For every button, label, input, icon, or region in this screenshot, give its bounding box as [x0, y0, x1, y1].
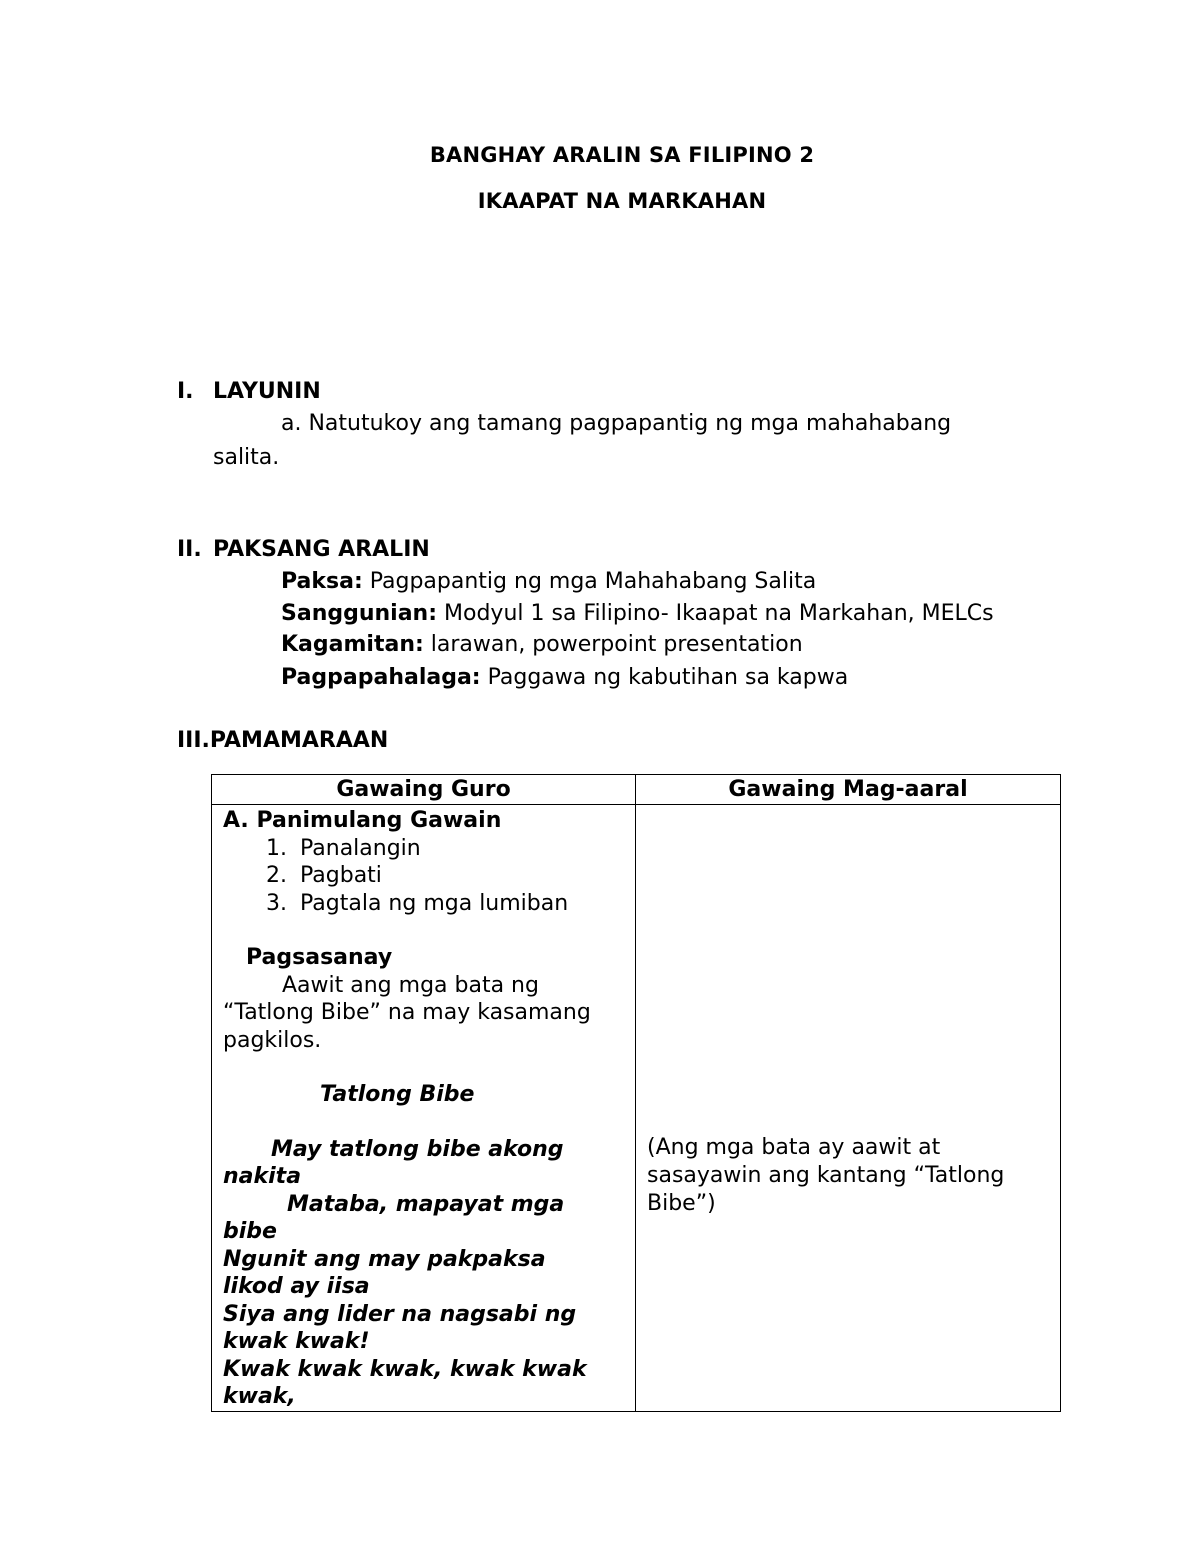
paksa-row: [281, 569, 816, 594]
song-line: May tatlong bibe akong: [271, 1136, 564, 1162]
section-number: II.: [177, 537, 202, 562]
student-response-line1: (Ang mga bata ay aawit at: [647, 1135, 941, 1160]
song-line: Ngunit ang may pakpaksa: [223, 1246, 546, 1272]
panimulang-gawain-heading: A. Panimulang Gawain: [223, 808, 502, 833]
sanggunian-label: Sanggunian:: [281, 601, 438, 626]
song-line: bibe: [223, 1219, 277, 1244]
panimulang-steps-list: [223, 835, 625, 918]
teacher-cell: [212, 805, 636, 1412]
section-title: PAKSANG ARALIN: [213, 537, 430, 562]
pamamaraan-table: [211, 774, 1061, 1412]
section-pamamaraan-heading: III.PAMAMARAAN: [177, 728, 389, 753]
document-subtitle: IKAAPAT NA MARKAHAN: [477, 189, 767, 213]
table-row: [212, 805, 1061, 1412]
song-line: likod ay iisa: [223, 1274, 370, 1299]
song-line: kwak,: [223, 1384, 296, 1409]
paksa-label: Paksa:: [281, 569, 363, 594]
pagpapahalaga-label: Pagpapahalaga:: [281, 665, 481, 690]
pagsasanay-heading: Pagsasanay: [246, 945, 393, 970]
song-title: Tatlong Bibe: [320, 1082, 475, 1107]
kagamitan-value: larawan, powerpoint presentation: [423, 632, 803, 657]
table-header-row: [212, 775, 1061, 805]
list-item: 3. Pagtala ng mga lumiban: [294, 890, 625, 918]
song-line: nakita: [223, 1164, 302, 1189]
sanggunian-row: [281, 601, 994, 626]
layunin-item-line2: salita.: [213, 445, 280, 470]
pagsasanay-text-line3: pagkilos.: [223, 1027, 322, 1053]
song-line: kwak kwak!: [223, 1329, 370, 1354]
section-paksang-aralin-heading: [177, 537, 430, 562]
kagamitan-label: Kagamitan:: [281, 632, 424, 657]
student-response-line2: sasayawin ang kantang “Tatlong: [647, 1163, 1005, 1188]
pagsasanay-text-line2: “Tatlong Bibe” na may kasamang: [223, 1000, 591, 1025]
list-item: 1. Panalangin: [294, 835, 625, 863]
section-title: LAYUNIN: [213, 379, 321, 404]
sanggunian-value: Modyul 1 sa Filipino- Ikaapat na Markahan, MELCs: [437, 601, 994, 626]
student-response-line3: Bibe”): [647, 1191, 716, 1216]
pagsasanay-text-line1: Aawit ang mga bata ng: [282, 972, 539, 998]
song-line: Mataba, mapayat mga: [287, 1191, 565, 1217]
section-layunin-heading: [177, 379, 321, 404]
student-response: [647, 1134, 1050, 1218]
student-cell: [636, 805, 1061, 1412]
song-line: Kwak kwak kwak, kwak kwak: [223, 1356, 587, 1382]
song-line: Siya ang lider na nagsabi ng: [223, 1301, 577, 1327]
pagpapahalaga-row: [281, 665, 848, 690]
kagamitan-row: [281, 632, 803, 657]
paksa-value: Pagpapantig ng mga Mahahabang Salita: [362, 569, 817, 594]
document-title: BANGHAY ARALIN SA FILIPINO 2: [429, 143, 815, 167]
pagpapahalaga-value: Paggawa ng kabutihan sa kapwa: [480, 665, 849, 690]
column-header-gawaing-guro: Gawaing Guro: [212, 775, 636, 805]
column-header-gawaing-mag-aaral: Gawaing Mag-aaral: [636, 775, 1061, 805]
layunin-item-line1: a. Natutukoy ang tamang pagpapantig ng mga mahahabang: [281, 411, 952, 436]
list-item: 2. Pagbati: [294, 862, 625, 890]
section-number: I.: [177, 379, 194, 404]
